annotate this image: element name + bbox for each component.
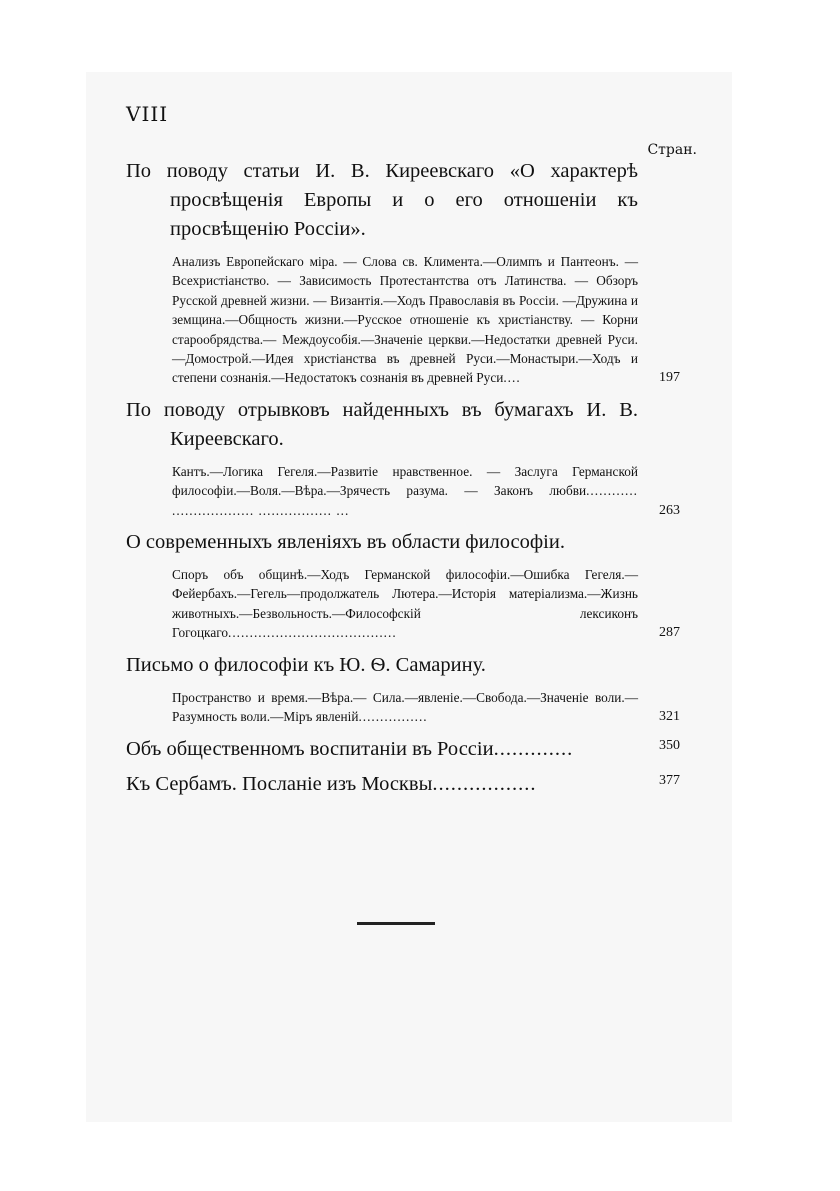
dot-leader: ............ ................... ................. ... — [172, 483, 638, 518]
entry-summary — [172, 688, 680, 727]
entry-title: Письмо о философіи къ Ю. Ѳ. Самарину. — [126, 653, 486, 676]
page-reference: 197 — [659, 370, 680, 386]
line-title: Объ общественномъ воспитаніи въ Россіи — [126, 737, 494, 760]
summary-text: Кантъ.—Логика Гегеля.—Развитіе нравственное. — Заслуга Германской философіи.—Воля.—Вѣра.—Зрячесть разума. — Законъ любви — [172, 463, 638, 499]
entry-title: О современныхъ явленіяхъ въ области философіи. — [126, 531, 565, 554]
page-reference: 263 — [659, 502, 680, 518]
page-reference: 350 — [659, 737, 680, 753]
entry-summary — [172, 252, 680, 388]
toc-entry — [126, 157, 682, 388]
toc-line — [126, 735, 680, 764]
dot-leader: .... — [503, 370, 521, 386]
summary-text: Анализъ Европейскаго міра. — Слова св. Климента.—Олимпъ и Пантеонъ. —Всехристіанство. — Зависимость Протестантства отъ Латинства. — Обзоръ Русской древней жизни. — Византія.—Ходъ Православія въ Россіи. —Дружина и земщина.—Общность жизни.—Русское отношеніе къ христіанству. — Корни старообрядства.— Междоусобія.—Значеніе церкви.—Недостатки древней Руси.—Домострой.—Идея христіанства въ древней Руси.—Монастыри.—Ходъ и степени сознанія.—Недостатокъ сознанія въ древней Руси — [172, 254, 638, 386]
closing-rule — [357, 922, 435, 925]
line-title: Къ Сербамъ. Посланіе изъ Москвы — [126, 772, 433, 795]
dot-leader: ................. — [432, 772, 537, 795]
dot-leader: ................ — [358, 709, 428, 725]
dot-leader: ....................................... — [228, 625, 397, 641]
entry-title: По поводу статьи И. В. Киреевскаго «О характерѣ просвѣщенія Европы и о его отношеніи къ просвѣщенію Россіи». — [126, 160, 638, 240]
entry-summary — [172, 565, 680, 643]
toc-entry — [126, 528, 682, 643]
page-reference: 377 — [659, 772, 680, 788]
page-reference: 321 — [659, 709, 680, 725]
toc-line — [126, 770, 680, 799]
summary-text: Споръ объ общинѣ.—Ходъ Германской философіи.—Ошибка Гегеля.— Фейербахъ.—Гегель—продолжатель Лютера.—Исторія матеріализма.—Жизнь животныхъ.—Безвольность.—Философскій лексиконъ Гогоцкаго — [172, 567, 638, 641]
entry-summary — [172, 462, 680, 520]
toc-entry — [126, 651, 682, 727]
page-reference: 287 — [659, 625, 680, 641]
dot-leader: ............. — [493, 737, 574, 760]
summary-text: Пространство и время.—Вѣра.— Сила.—явленіе.—Свобода.—Значеніе воли.—Разумность воли.—Міръ явленій — [172, 689, 638, 725]
table-of-contents — [126, 157, 682, 805]
entry-title: По поводу отрывковъ найденныхъ въ бумагахъ И. В. Киреевскаго. — [126, 398, 638, 450]
page-number: VIII — [126, 102, 169, 126]
toc-entry — [126, 396, 682, 520]
page-column-label: Стран. — [647, 142, 697, 158]
